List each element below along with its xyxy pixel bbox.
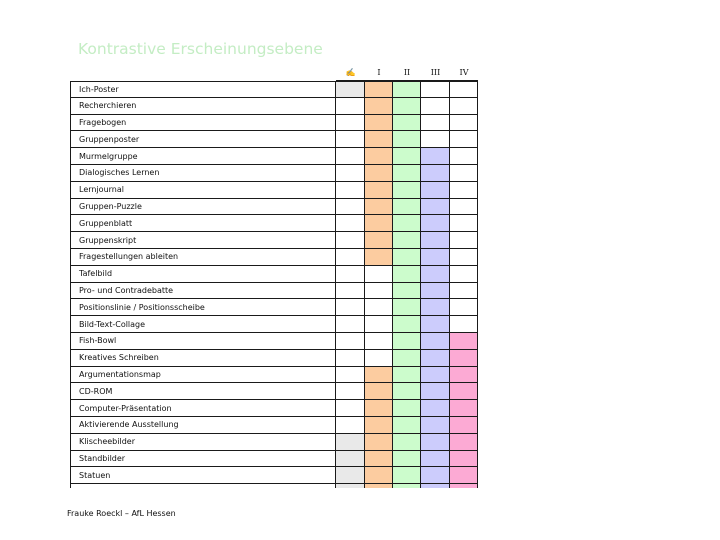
matrix-cell	[450, 199, 478, 216]
matrix-cell	[421, 383, 450, 400]
matrix-cell	[393, 249, 421, 266]
matrix-cell	[450, 148, 478, 165]
matrix-cell	[450, 81, 478, 98]
column-header-1: I	[365, 64, 393, 81]
row-label: Bild-Text-Collage	[70, 316, 336, 333]
method-matrix-table	[70, 64, 478, 488]
row-label: Gruppen-Puzzle	[70, 199, 336, 216]
matrix-cell	[450, 131, 478, 148]
matrix-cell	[393, 148, 421, 165]
matrix-cell	[450, 299, 478, 316]
matrix-cell	[393, 333, 421, 350]
matrix-cell	[365, 232, 393, 249]
row-label: Fragestellungen ableiten	[70, 249, 336, 266]
row-label: CD-ROM	[70, 383, 336, 400]
matrix-cell	[450, 249, 478, 266]
matrix-cell	[336, 367, 365, 384]
matrix-cell-continuation	[393, 484, 421, 488]
row-label: Argumentationsmap	[70, 367, 336, 384]
column-header-2: II	[393, 64, 421, 81]
matrix-cell	[365, 333, 393, 350]
matrix-cell	[421, 182, 450, 199]
matrix-cell	[336, 299, 365, 316]
matrix-cell	[450, 98, 478, 115]
matrix-cell	[421, 367, 450, 384]
matrix-cell	[450, 434, 478, 451]
matrix-cell	[365, 299, 393, 316]
matrix-cell	[336, 232, 365, 249]
matrix-cell	[365, 434, 393, 451]
row-label: Ich-Poster	[70, 81, 336, 98]
matrix-cell	[421, 81, 450, 98]
matrix-cell	[336, 165, 365, 182]
matrix-cell	[336, 350, 365, 367]
matrix-cell-continuation	[450, 484, 478, 488]
matrix-cell	[365, 115, 393, 132]
matrix-cell	[336, 131, 365, 148]
matrix-cell	[365, 283, 393, 300]
matrix-cell	[336, 266, 365, 283]
row-label: Positionslinie / Positionsscheibe	[70, 299, 336, 316]
row-label: Fish-Bowl	[70, 333, 336, 350]
matrix-cell	[365, 199, 393, 216]
matrix-cell	[336, 98, 365, 115]
row-label: Gruppenposter	[70, 131, 336, 148]
matrix-cell	[421, 199, 450, 216]
row-label: Lernjournal	[70, 182, 336, 199]
matrix-cell	[393, 400, 421, 417]
matrix-cell	[450, 115, 478, 132]
matrix-cell	[421, 467, 450, 484]
matrix-cell	[336, 81, 365, 98]
matrix-cell	[450, 232, 478, 249]
matrix-cell	[421, 131, 450, 148]
matrix-cell	[365, 383, 393, 400]
matrix-cell	[393, 417, 421, 434]
matrix-cell	[393, 98, 421, 115]
row-label: Recherchieren	[70, 98, 336, 115]
header-spacer	[70, 64, 336, 81]
matrix-cell	[336, 283, 365, 300]
matrix-cell	[336, 417, 365, 434]
matrix-cell	[421, 266, 450, 283]
matrix-cell-continuation	[336, 484, 365, 488]
row-label: Murmelgruppe	[70, 148, 336, 165]
matrix-cell	[421, 333, 450, 350]
matrix-cell	[393, 367, 421, 384]
matrix-cell	[393, 467, 421, 484]
matrix-cell	[393, 215, 421, 232]
matrix-cell-continuation	[365, 484, 393, 488]
matrix-cell	[421, 350, 450, 367]
column-header-writing-icon: ✍	[336, 64, 365, 81]
matrix-cell-continuation	[421, 484, 450, 488]
row-label: Aktivierende Ausstellung	[70, 417, 336, 434]
matrix-cell	[365, 467, 393, 484]
row-label: Pro- und Contradebatte	[70, 283, 336, 300]
matrix-cell	[365, 417, 393, 434]
matrix-cell	[393, 316, 421, 333]
matrix-cell	[421, 316, 450, 333]
matrix-cell	[421, 115, 450, 132]
matrix-cell	[336, 451, 365, 468]
row-label-continuation	[70, 484, 336, 488]
matrix-cell	[393, 383, 421, 400]
matrix-cell	[393, 299, 421, 316]
matrix-cell	[365, 350, 393, 367]
matrix-cell	[365, 367, 393, 384]
matrix-cell	[365, 451, 393, 468]
matrix-cell	[393, 115, 421, 132]
matrix-cell	[365, 316, 393, 333]
matrix-cell	[450, 417, 478, 434]
matrix-cell	[393, 350, 421, 367]
matrix-cell	[365, 148, 393, 165]
matrix-cell	[450, 266, 478, 283]
row-label: Gruppenskript	[70, 232, 336, 249]
matrix-cell	[365, 215, 393, 232]
matrix-cell	[421, 434, 450, 451]
matrix-cell	[450, 383, 478, 400]
matrix-cell	[450, 367, 478, 384]
matrix-cell	[450, 316, 478, 333]
matrix-cell	[421, 451, 450, 468]
matrix-cell	[450, 165, 478, 182]
row-label: Gruppenblatt	[70, 215, 336, 232]
matrix-cell	[421, 283, 450, 300]
matrix-cell	[450, 333, 478, 350]
matrix-cell	[365, 98, 393, 115]
matrix-cell	[393, 266, 421, 283]
matrix-cell	[365, 165, 393, 182]
row-label: Klischeebilder	[70, 434, 336, 451]
matrix-cell	[365, 249, 393, 266]
matrix-cell	[393, 81, 421, 98]
matrix-cell	[336, 333, 365, 350]
row-label: Computer-Präsentation	[70, 400, 336, 417]
matrix-cell	[450, 451, 478, 468]
matrix-cell	[393, 182, 421, 199]
matrix-cell	[421, 148, 450, 165]
matrix-cell	[450, 350, 478, 367]
matrix-cell	[365, 266, 393, 283]
matrix-cell	[421, 98, 450, 115]
matrix-cell	[393, 451, 421, 468]
matrix-cell	[393, 283, 421, 300]
matrix-cell	[336, 215, 365, 232]
matrix-cell	[393, 434, 421, 451]
matrix-cell	[421, 400, 450, 417]
matrix-cell	[336, 115, 365, 132]
matrix-cell	[450, 215, 478, 232]
matrix-cell	[365, 81, 393, 98]
row-label: Dialogisches Lernen	[70, 165, 336, 182]
matrix-cell	[336, 434, 365, 451]
matrix-cell	[393, 232, 421, 249]
matrix-cell	[365, 131, 393, 148]
matrix-cell	[365, 400, 393, 417]
matrix-cell	[450, 182, 478, 199]
page-title: Kontrastive Erscheinungsebene	[78, 40, 323, 58]
row-label: Standbilder	[70, 451, 336, 468]
matrix-cell	[421, 417, 450, 434]
matrix-cell	[336, 400, 365, 417]
matrix-cell	[421, 249, 450, 266]
matrix-cell	[393, 199, 421, 216]
matrix-cell	[336, 316, 365, 333]
row-label: Tafelbild	[70, 266, 336, 283]
matrix-cell	[393, 165, 421, 182]
column-header-4: IV	[450, 64, 478, 81]
matrix-cell	[450, 400, 478, 417]
matrix-cell	[421, 299, 450, 316]
row-label: Statuen	[70, 467, 336, 484]
footer-credit: Frauke Roeckl – AfL Hessen	[67, 509, 176, 518]
row-label: Kreatives Schreiben	[70, 350, 336, 367]
matrix-cell	[336, 182, 365, 199]
matrix-cell	[336, 148, 365, 165]
matrix-cell	[336, 467, 365, 484]
matrix-cell	[421, 215, 450, 232]
matrix-cell	[450, 283, 478, 300]
matrix-cell	[393, 131, 421, 148]
matrix-cell	[336, 383, 365, 400]
matrix-cell	[336, 249, 365, 266]
column-header-3: III	[421, 64, 450, 81]
row-label: Fragebogen	[70, 115, 336, 132]
matrix-cell	[336, 199, 365, 216]
matrix-cell	[421, 165, 450, 182]
matrix-cell	[450, 467, 478, 484]
matrix-cell	[365, 182, 393, 199]
matrix-cell	[421, 232, 450, 249]
